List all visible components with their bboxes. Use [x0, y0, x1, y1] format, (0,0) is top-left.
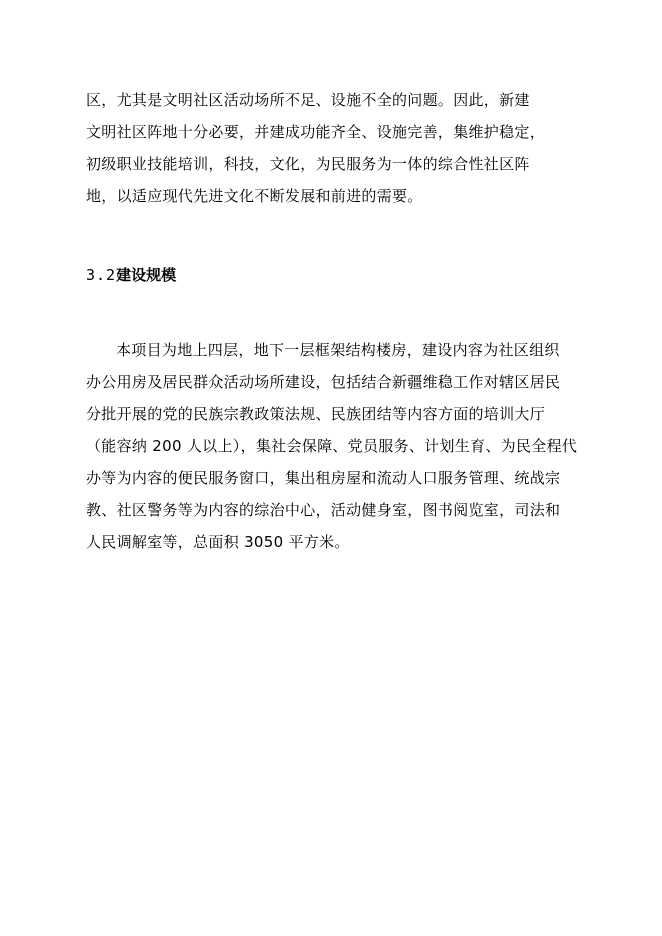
section-number: 3.2	[86, 266, 117, 284]
paragraph-line: 人民调解室等，总面积 3050 平方米。	[86, 533, 350, 551]
paragraph-line: 区，尤其是文明社区活动场所不足、设施不全的问题。因此，新建	[86, 91, 530, 109]
paragraph-line: 分批开展的党的民族宗教政策法规、民族团结等内容方面的培训大厅	[86, 405, 546, 423]
section-heading	[86, 260, 176, 290]
paragraph-line: 教、社区警务等为内容的综治中心，活动健身室，图书阅览室，司法和	[86, 501, 561, 519]
paragraph-line: 本项目为地上四层，地下一层框架结构楼房，建设内容为社区组织	[116, 341, 560, 359]
paragraph-line: 初级职业技能培训，科技，文化，为民服务为一体的综合性社区阵	[86, 155, 530, 173]
paragraph-line: 文明社区阵地十分必要，并建成功能齐全、设施完善，集维护稳定，	[86, 123, 546, 141]
paragraph-construction-scale	[86, 334, 586, 558]
paragraph-community-need	[86, 84, 586, 212]
paragraph-line: （能容纳 200 人以上），集社会保障、党员服务、计划生育、为民全程代	[86, 437, 578, 455]
section-title: 建设规模	[116, 266, 177, 284]
paragraph-line: 地，以适应现代先进文化不断发展和前进的需要。	[86, 187, 423, 205]
paragraph-line: 办等为内容的便民服务窗口，集出租房屋和流动人口服务管理、统战宗	[86, 469, 561, 487]
paragraph-line: 办公用房及居民群众活动场所建设，包括结合新疆维稳工作对辖区居民	[86, 373, 561, 391]
